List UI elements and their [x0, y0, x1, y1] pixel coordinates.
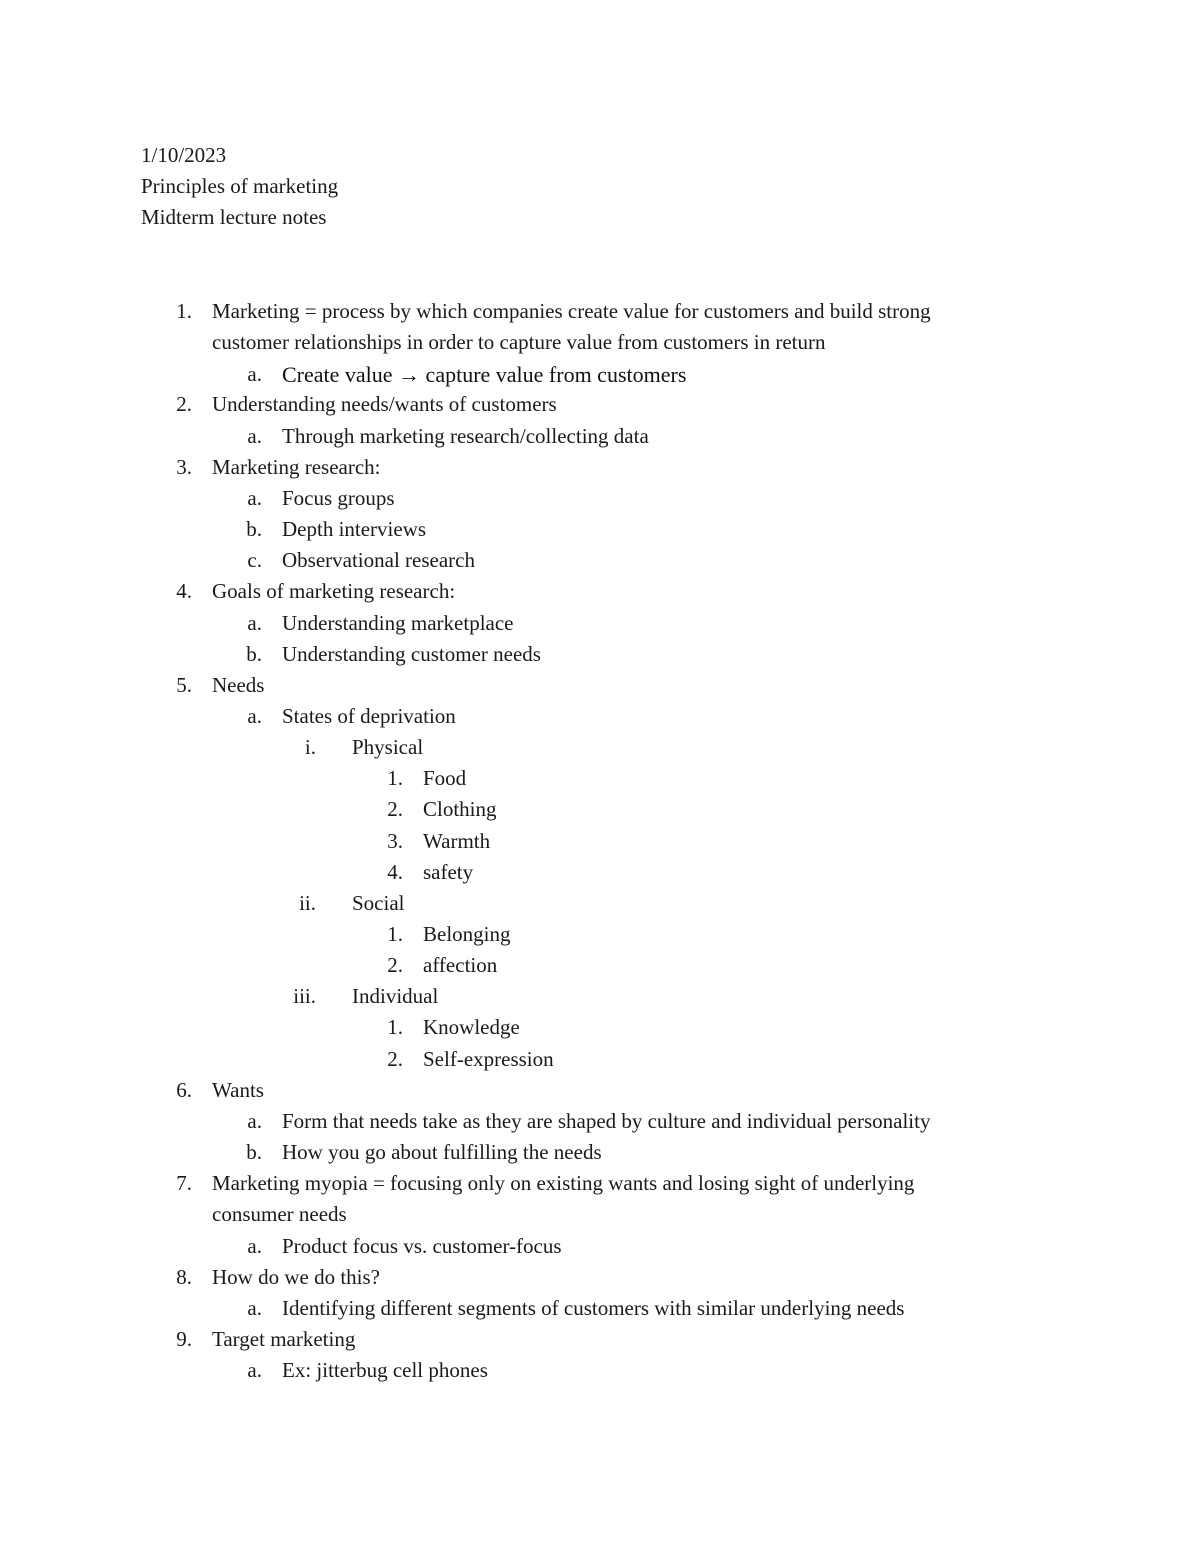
outline-text: affection — [423, 953, 498, 978]
outline-marker: c. — [247, 548, 262, 573]
outline-text: Food — [423, 766, 467, 791]
outline-text: Marketing = process by which companies create value for customers and build strong — [212, 299, 931, 323]
outline-text: Understanding marketplace — [282, 610, 514, 635]
outline-text: How do we do this? — [212, 1264, 380, 1289]
outline-item — [0, 1044, 1200, 1075]
outline-marker: a. — [247, 485, 262, 510]
outline-marker: 1. — [176, 299, 192, 323]
outline-marker: a. — [247, 1358, 262, 1383]
outline-item — [0, 421, 1200, 452]
outline-item — [0, 514, 1200, 545]
outline-text: Focus groups — [282, 485, 395, 510]
outline-item — [0, 389, 1200, 420]
outline-text: Social — [352, 890, 405, 915]
outline-item — [0, 1106, 1200, 1137]
outline-item — [0, 327, 1200, 358]
notes-title: Midterm lecture notes — [141, 205, 327, 229]
outline-marker: b. — [246, 1140, 262, 1165]
outline-text: Clothing — [423, 797, 497, 822]
outline-text: Belonging — [423, 922, 511, 946]
outline-text: safety — [423, 859, 474, 884]
outline-item — [0, 1199, 1200, 1230]
outline-item — [0, 763, 1200, 794]
outline-marker: 1. — [387, 766, 403, 791]
outline-marker: ii. — [299, 890, 316, 915]
outline-item — [0, 545, 1200, 576]
outline-item — [0, 1355, 1200, 1386]
outline-item — [0, 1137, 1200, 1168]
outline-item — [0, 794, 1200, 825]
outline-marker: iii. — [293, 984, 316, 1009]
outline-text: Understanding needs/wants of customers — [212, 392, 557, 417]
outline-marker: 6. — [176, 1077, 192, 1102]
outline-marker: a. — [247, 703, 262, 728]
outline-marker: a. — [247, 362, 262, 387]
outline-marker: 3. — [176, 454, 192, 479]
outline-item — [0, 732, 1200, 763]
outline-item — [0, 1168, 1200, 1199]
outline-marker: a. — [247, 1108, 262, 1133]
outline-item — [0, 483, 1200, 514]
outline-text: Marketing myopia = focusing only on existing wants and losing sight of underlying — [212, 1171, 915, 1196]
outline-item — [0, 639, 1200, 670]
outline-marker: 4. — [387, 859, 403, 884]
outline-marker: i. — [304, 735, 316, 760]
outline-item — [0, 1324, 1200, 1355]
outline-item — [0, 576, 1200, 607]
outline-item — [0, 857, 1200, 888]
outline-marker: 2. — [387, 797, 403, 822]
outline-text: Wants — [212, 1077, 264, 1102]
outline-text: Ex: jitterbug cell phones — [282, 1358, 488, 1383]
outline-marker: 7. — [176, 1171, 192, 1196]
outline-marker: a. — [247, 1295, 262, 1320]
outline-text: Identifying different segments of customers with similar underlying needs — [282, 1295, 905, 1320]
outline-item — [0, 359, 1200, 390]
outline-marker: 3. — [387, 828, 403, 853]
outline-item — [0, 1231, 1200, 1262]
outline-text: consumer needs — [212, 1202, 347, 1227]
outline-marker: 4. — [176, 579, 192, 604]
outline-marker: b. — [246, 517, 262, 542]
course-title: Principles of marketing — [141, 174, 339, 198]
note-date: 1/10/2023 — [141, 143, 227, 167]
outline-text: Goals of marketing research: — [212, 579, 456, 604]
outline-text: States of deprivation — [282, 703, 456, 728]
outline-text: Needs — [212, 672, 265, 697]
outline-item — [0, 670, 1200, 701]
outline-text: Observational research — [282, 548, 475, 573]
outline-item — [0, 1012, 1200, 1043]
outline-text: Self-expression — [423, 1046, 554, 1071]
outline-marker: a. — [247, 423, 262, 448]
outline-text: Form that needs take as they are shaped by culture and individual personality — [282, 1108, 931, 1133]
outline-text: customer relationships in order to capture value from customers in return — [212, 330, 826, 355]
outline-item — [0, 826, 1200, 857]
outline-marker: 2. — [387, 1046, 403, 1071]
outline-text: Marketing research: — [212, 454, 381, 479]
outline-marker: 5. — [176, 672, 192, 697]
outline-item — [0, 950, 1200, 981]
outline-marker: 2. — [387, 953, 403, 978]
outline-item — [0, 981, 1200, 1012]
outline-item — [0, 888, 1200, 919]
outline-item — [0, 1293, 1200, 1324]
outline-marker: 9. — [176, 1326, 192, 1351]
outline-text: Target marketing — [212, 1326, 356, 1351]
outline-text: How you go about fulfilling the needs — [282, 1140, 602, 1165]
outline-text: Physical — [352, 735, 424, 760]
outline-item — [0, 608, 1200, 639]
outline-text: Depth interviews — [282, 517, 427, 542]
outline-item — [0, 701, 1200, 732]
outline-marker: 1. — [387, 922, 403, 946]
outline-item — [0, 1075, 1200, 1106]
outline-text: Create value → capture value from customers — [282, 362, 687, 388]
outline-text: Understanding customer needs — [282, 641, 541, 666]
outline-text: Individual — [352, 984, 439, 1009]
outline-item — [0, 296, 1200, 327]
outline-marker: a. — [247, 1233, 262, 1258]
outline-item — [0, 919, 1200, 950]
outline-text: Through marketing research/collecting data — [282, 423, 649, 448]
outline-marker: 8. — [176, 1264, 192, 1289]
outline-item — [0, 1262, 1200, 1293]
outline-text: Product focus vs. customer-focus — [282, 1233, 562, 1258]
outline-item — [0, 452, 1200, 483]
outline-marker: 2. — [176, 392, 192, 417]
outline-marker: a. — [247, 610, 262, 635]
outline-text: Warmth — [423, 828, 491, 853]
outline-marker: b. — [246, 641, 262, 666]
outline-marker: 1. — [387, 1015, 403, 1040]
outline-text: Knowledge — [423, 1015, 520, 1040]
